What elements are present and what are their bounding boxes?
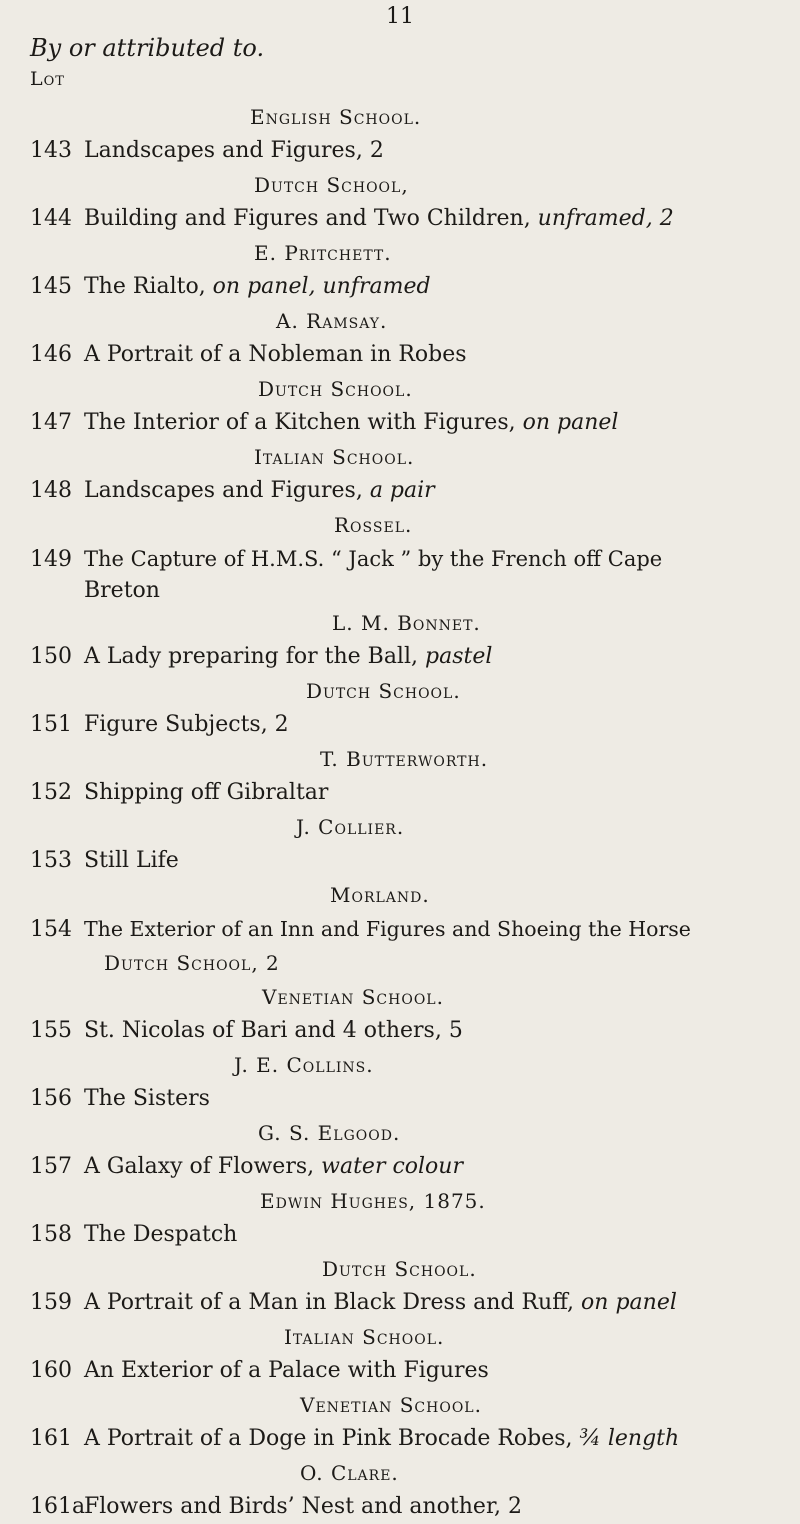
lot-title: Landscapes and Figures, bbox=[84, 478, 363, 503]
lot-title: A Portrait of a Man in Black Dress and Ruff, bbox=[84, 1290, 575, 1315]
artist-attribution: Morland. bbox=[330, 883, 430, 907]
lot-title: Flowers and Birds’ Nest and another, 2 bbox=[84, 1494, 523, 1519]
lot-title: The Exterior of an Inn and Figures and Shoeing the Horse bbox=[84, 917, 691, 941]
lot-number: 157 bbox=[30, 1154, 72, 1179]
lot-title: The Rialto, bbox=[84, 274, 206, 299]
lot-title: The Despatch bbox=[84, 1222, 238, 1247]
artist-attribution: J. Collier. bbox=[296, 815, 405, 839]
lot-entry bbox=[0, 1422, 800, 1456]
lot-152 bbox=[0, 742, 800, 810]
lot-147 bbox=[0, 372, 800, 440]
lot-number: 146 bbox=[30, 342, 72, 367]
lot-entry bbox=[0, 640, 800, 674]
lot-medium: pastel bbox=[418, 644, 493, 669]
lot-entry bbox=[0, 844, 800, 878]
lot-entry bbox=[0, 542, 800, 576]
lot-number: 155 bbox=[30, 1018, 72, 1043]
artist-attribution: Venetian School. bbox=[300, 1393, 482, 1417]
page-number: 11 bbox=[386, 4, 414, 29]
lot-number: 143 bbox=[30, 138, 72, 163]
lot-title: A Portrait of a Nobleman in Robes bbox=[84, 342, 467, 367]
lot-title: The Interior of a Kitchen with Figures, bbox=[84, 410, 516, 435]
lot-title: A Portrait of a Doge in Pink Brocade Robes, bbox=[84, 1426, 573, 1451]
artist-attribution: G. S. Elgood. bbox=[258, 1121, 401, 1145]
lot-list bbox=[0, 100, 800, 1524]
lot-title: A Galaxy of Flowers, bbox=[84, 1154, 315, 1179]
lot-159 bbox=[0, 1252, 800, 1320]
artist-attribution: English School. bbox=[250, 105, 422, 129]
artist-attribution: T. Butterworth. bbox=[320, 747, 489, 771]
lot-number: 148 bbox=[30, 478, 72, 503]
lot-number: 159 bbox=[30, 1290, 72, 1315]
lot-number: 161a bbox=[30, 1494, 86, 1519]
lot-154 bbox=[0, 878, 800, 946]
lot-title: Figure Subjects, 2 bbox=[84, 712, 289, 737]
artist-attribution: Dutch School, bbox=[254, 173, 409, 197]
lot-number: 156 bbox=[30, 1086, 72, 1111]
artist-attribution: Dutch School. bbox=[258, 377, 413, 401]
lot-entry bbox=[0, 202, 800, 236]
lot-medium: on panel bbox=[574, 1290, 677, 1315]
lot-column-label: Lot bbox=[30, 68, 65, 90]
lot-151 bbox=[0, 674, 800, 742]
lot-entry bbox=[0, 1286, 800, 1320]
lot-153 bbox=[0, 810, 800, 878]
lot-entry bbox=[0, 474, 800, 508]
lot-title: Landscapes and Figures, 2 bbox=[84, 138, 384, 163]
lot-entry bbox=[0, 270, 800, 304]
lot-number: 149 bbox=[30, 547, 72, 572]
lot-title: Shipping off Gibraltar bbox=[84, 780, 329, 805]
lot-number: 161 bbox=[30, 1426, 72, 1451]
lot-149 bbox=[0, 508, 800, 606]
artist-attribution: Dutch School. bbox=[322, 1257, 477, 1281]
lot-148 bbox=[0, 440, 800, 508]
lot-medium: ¾ length bbox=[572, 1426, 680, 1451]
artist-attribution: Dutch School, 2 bbox=[104, 951, 280, 975]
artist-attribution: L. M. Bonnet. bbox=[332, 611, 481, 635]
lot-146 bbox=[0, 304, 800, 372]
lot-145 bbox=[0, 236, 800, 304]
artist-attribution: Rossel. bbox=[334, 513, 413, 537]
lot-medium: water colour bbox=[314, 1154, 463, 1179]
lot-number: 154 bbox=[30, 917, 72, 942]
lot-157 bbox=[0, 1116, 800, 1184]
lot-title: Still Life bbox=[84, 848, 179, 873]
lot-entry bbox=[0, 912, 800, 946]
lot-medium: a pair bbox=[362, 478, 435, 503]
lot-143 bbox=[0, 100, 800, 168]
lot-number: 152 bbox=[30, 780, 72, 805]
lot-title: The Sisters bbox=[84, 1086, 210, 1111]
lot-number: 151 bbox=[30, 712, 72, 737]
artist-attribution: O. Clare. bbox=[300, 1461, 399, 1485]
lot-title: Building and Figures and Two Children, bbox=[84, 206, 531, 231]
lot-entry bbox=[0, 1354, 800, 1388]
lot-entry bbox=[0, 776, 800, 810]
artist-attribution: A. Ramsay. bbox=[276, 309, 388, 333]
page-heading: By or attributed to. bbox=[30, 34, 265, 62]
lot-number: 145 bbox=[30, 274, 72, 299]
lot-medium: unframed, 2 bbox=[530, 206, 674, 231]
lot-number: 160 bbox=[30, 1358, 72, 1383]
lot-158 bbox=[0, 1184, 800, 1252]
lot-medium: on panel bbox=[515, 410, 619, 435]
lot-entry bbox=[0, 708, 800, 742]
lot-entry bbox=[0, 1014, 800, 1048]
lot-title: An Exterior of a Palace with Figures bbox=[84, 1358, 489, 1383]
lot-number: 147 bbox=[30, 410, 72, 435]
artist-attribution: J. E. Collins. bbox=[234, 1053, 374, 1077]
lot-title-continuation: Breton bbox=[84, 578, 160, 603]
lot-entry bbox=[0, 134, 800, 168]
artist-attribution: E. Pritchett. bbox=[254, 241, 392, 265]
lot-144 bbox=[0, 168, 800, 236]
lot-150 bbox=[0, 606, 800, 674]
lot-entry bbox=[0, 1218, 800, 1252]
lot-155 bbox=[0, 980, 800, 1048]
lot-entry bbox=[0, 1150, 800, 1184]
lot-medium: on panel, unframed bbox=[205, 274, 431, 299]
artist-attribution: Dutch School. bbox=[306, 679, 461, 703]
lot-title: St. Nicolas of Bari and 4 others, 5 bbox=[84, 1018, 463, 1043]
lot-154-attribution bbox=[0, 946, 800, 980]
lot-entry bbox=[0, 1490, 800, 1524]
artist-attribution: Italian School. bbox=[284, 1325, 445, 1349]
lot-number: 158 bbox=[30, 1222, 72, 1247]
lot-number: 153 bbox=[30, 848, 72, 873]
lot-number: 144 bbox=[30, 206, 72, 231]
artist-attribution: Venetian School. bbox=[262, 985, 444, 1009]
lot-entry bbox=[0, 406, 800, 440]
lot-number: 150 bbox=[30, 644, 72, 669]
lot-161 bbox=[0, 1388, 800, 1456]
artist-attribution: Edwin Hughes, 1875. bbox=[260, 1189, 486, 1213]
lot-entry bbox=[0, 338, 800, 372]
lot-title: A Lady preparing for the Ball, bbox=[84, 644, 418, 669]
lot-160 bbox=[0, 1320, 800, 1388]
lot-156 bbox=[0, 1048, 800, 1116]
lot-161a bbox=[0, 1456, 800, 1524]
artist-attribution: Italian School. bbox=[254, 445, 415, 469]
lot-entry bbox=[0, 1082, 800, 1116]
lot-title: The Capture of H.M.S. “ Jack ” by the French off Cape bbox=[84, 547, 663, 571]
